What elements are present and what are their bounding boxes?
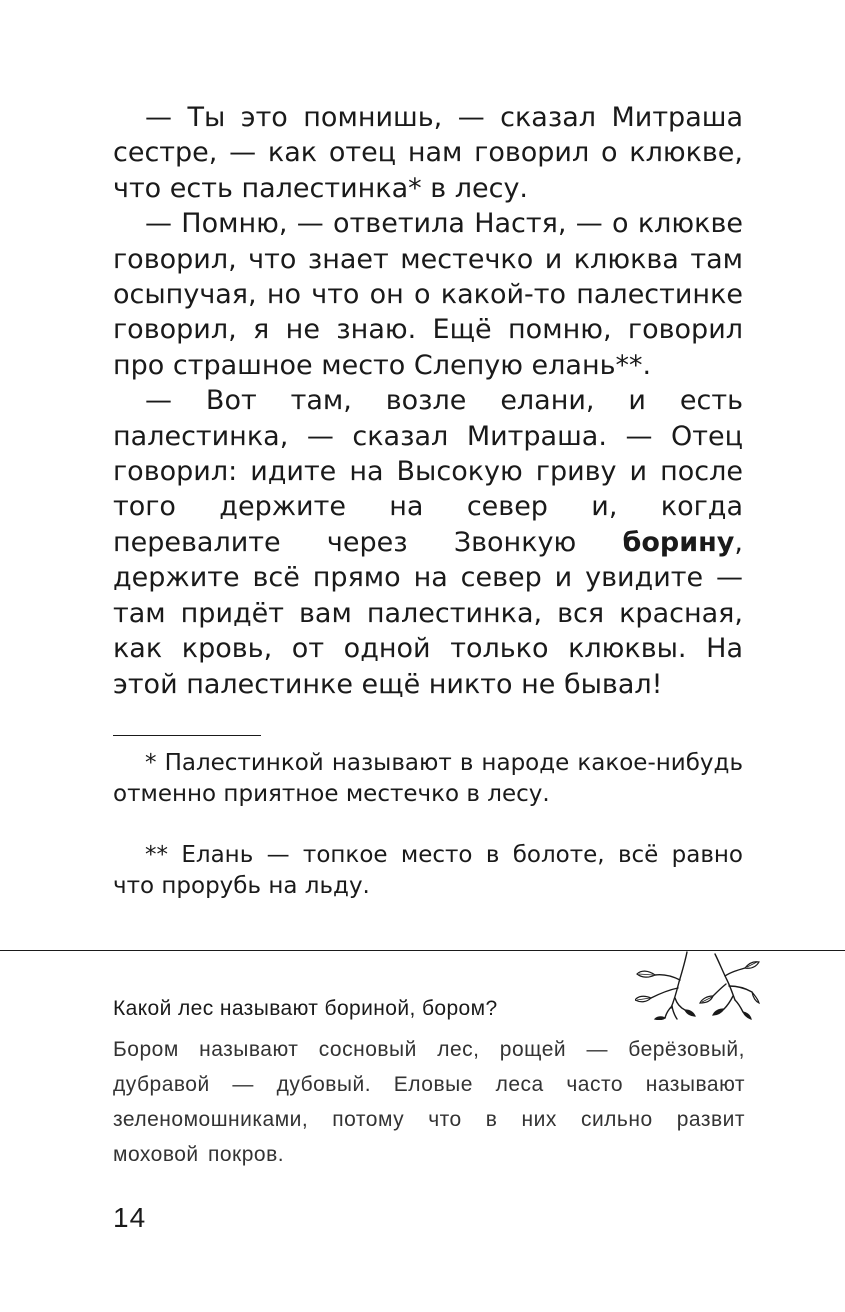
- info-box-title: Какой лес называют бориной, бором?: [113, 997, 498, 1020]
- twig-leaves-icon: [635, 950, 760, 1020]
- highlighted-term: борину: [622, 526, 735, 558]
- paragraph-2: — Помню, — ответила Настя, — о клюкве говорил, что знает местечко и клюква там осыпучая, но что он о какой-то палестинке говорил, я не знаю. Ещё помню, говорил про страшное место Слепую елань**.: [113, 208, 743, 381]
- page-number: 14: [113, 1202, 147, 1233]
- story-text: [113, 100, 743, 702]
- paragraph-3-start: — Вот там, возле елани, и есть палестинка, — сказал Митраша. — Отец говорил: идите на Высокую гриву и после того держите на север и, когда перевалите через Звонкую: [113, 385, 743, 558]
- footnote-2: ** Елань — топкое место в болоте, всё равно что прорубь на льду.: [113, 842, 743, 899]
- info-box-text: Бором называют сосновый лес, рощей — берёзовый, дубравой — дубовый. Еловые леса часто называют зеленомошниками, потому что в них сильно развит моховой покров.: [113, 1038, 745, 1166]
- footnote-1: * Палестинкой называют в народе какое-нибудь отменно приятное местечко в лесу.: [113, 750, 743, 807]
- paragraph-3-end: , держите всё прямо на север и увидите — там придёт вам палестинка, вся красная, как кровь, от одной только клюквы. На этой палестинке ещё никто не бывал!: [113, 526, 743, 700]
- paragraph-1: — Ты это помнишь, — сказал Митраша сестре, — как отец нам говорил о клюкве, что есть палестинка* в лесу.: [113, 102, 743, 204]
- footnotes: [113, 748, 743, 932]
- paragraph-3: [113, 383, 743, 702]
- footnote-divider: [113, 735, 261, 736]
